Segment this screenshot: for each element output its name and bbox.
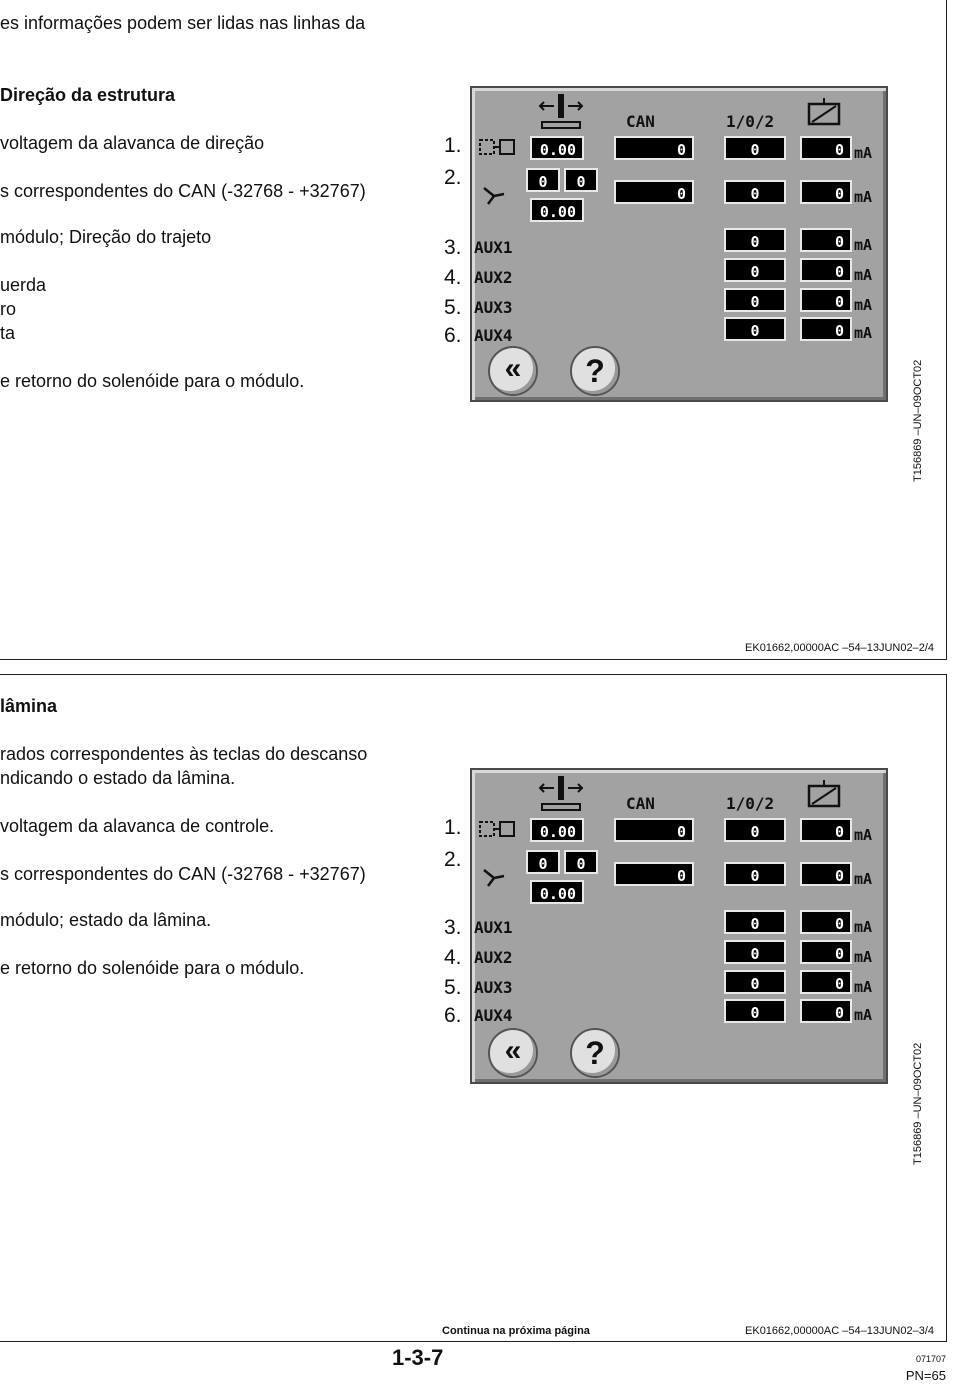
io-value: 0 (724, 136, 786, 160)
doc-code: 071707 (915, 1354, 946, 1364)
unit-ma: mA (854, 826, 873, 844)
unit-ma: mA (854, 978, 873, 996)
io-value: 0 (724, 317, 786, 341)
current-value: 0 (800, 970, 852, 994)
text-line: voltagem da alavanca de controle. (0, 816, 275, 836)
header-io: 1/0/2 (726, 794, 775, 813)
unit-ma: mA (854, 870, 873, 888)
unit-ma: mA (854, 296, 873, 314)
figure-caption: T156869 –UN–09OCT02 (912, 1042, 924, 1165)
row-number: 4. (444, 946, 462, 969)
current-value: 0 (800, 317, 852, 341)
help-button[interactable] (570, 1028, 620, 1078)
io-value: 0 (724, 228, 786, 252)
pn-number: PN=65 (905, 1368, 946, 1383)
unit-ma: mA (854, 236, 873, 254)
current-value: 0 (800, 288, 852, 312)
text-line: e retorno do solenóide para o módulo. (0, 371, 305, 391)
text-line: uerda (0, 275, 47, 295)
current-value: 0 (800, 910, 852, 934)
unit-ma: mA (854, 1006, 873, 1024)
aux-label: AUX2 (474, 948, 513, 967)
row-number: 4. (444, 266, 462, 289)
row-number: 1. (444, 134, 462, 157)
unit-ma: mA (854, 918, 873, 936)
io-value: 0 (724, 910, 786, 934)
key-state-a: 0 (526, 168, 560, 192)
can-value: 0 (614, 862, 694, 886)
aux-label: AUX4 (474, 326, 513, 345)
lever-icon (538, 774, 584, 814)
text-line: módulo; estado da lâmina. (0, 910, 212, 930)
key-state-b: 0 (564, 168, 598, 192)
help-icon: ? (585, 1035, 605, 1071)
diagnostic-panel (444, 86, 888, 402)
can-value: 0 (614, 136, 694, 160)
aux-label: AUX3 (474, 978, 513, 997)
back-button[interactable] (488, 346, 538, 396)
io-value: 0 (724, 862, 786, 886)
row-number: 3. (444, 236, 462, 259)
current-value: 0 (800, 862, 852, 886)
diagnostic-panel (444, 768, 888, 1084)
blade-icon (480, 184, 508, 208)
lever-voltage-value: 0.00 (530, 818, 584, 842)
continue-note: Continua na próxima página (442, 1325, 590, 1337)
unit-ma: mA (854, 948, 873, 966)
current-value: 0 (800, 940, 852, 964)
row-number: 1. (444, 816, 462, 839)
current-value: 0 (800, 136, 852, 160)
row-number: 5. (444, 976, 462, 999)
io-value: 0 (724, 999, 786, 1023)
text-line: s correspondentes do CAN (-32768 - +32767) (0, 864, 366, 884)
text-line: e retorno do solenóide para o módulo. (0, 958, 305, 978)
row-number: 6. (444, 1004, 462, 1027)
back-icon: « (504, 1034, 522, 1067)
text-line: s correspondentes do CAN (-32768 - +32767) (0, 181, 366, 201)
aux-label: AUX3 (474, 298, 513, 317)
current-value: 0 (800, 228, 852, 252)
solenoid-icon (806, 96, 842, 128)
io-value: 0 (724, 970, 786, 994)
frame-steer-icon (476, 132, 520, 162)
row-number: 5. (444, 296, 462, 319)
text-line: rados correspondentes às teclas do descanso (0, 744, 368, 764)
can-value: 0 (614, 818, 694, 842)
help-icon: ? (585, 353, 605, 389)
row-number: 2. (444, 848, 462, 871)
row-number: 3. (444, 916, 462, 939)
help-button[interactable] (570, 346, 620, 396)
header-io: 1/0/2 (726, 112, 775, 131)
reference-code: EK01662,00000AC –54–13JUN02–3/4 (745, 1325, 934, 1337)
io-value: 0 (724, 288, 786, 312)
aux-label: AUX4 (474, 1006, 513, 1025)
key-state-b: 0 (564, 850, 598, 874)
aux-label: AUX2 (474, 268, 513, 287)
text-line: ta (0, 323, 16, 343)
io-value: 0 (724, 258, 786, 282)
can-value: 0 (614, 180, 694, 204)
text-line: es informações podem ser lidas nas linhas da (0, 13, 366, 33)
header-can: CAN (626, 794, 655, 813)
section-heading: Direção da estrutura (0, 85, 176, 105)
aux-label: AUX1 (474, 238, 513, 257)
unit-ma: mA (854, 144, 873, 162)
page-number: 1-3-7 (392, 1345, 444, 1370)
text-line: módulo; Direção do trajeto (0, 227, 212, 247)
header-can: CAN (626, 112, 655, 131)
current-value: 0 (800, 258, 852, 282)
row-number: 6. (444, 324, 462, 347)
figure-caption: T156869 –UN–09OCT02 (912, 359, 924, 482)
current-value: 0 (800, 999, 852, 1023)
text-line: ro (0, 299, 17, 319)
current-value: 0 (800, 180, 852, 204)
blade-icon (480, 866, 508, 890)
reference-code: EK01662,00000AC –54–13JUN02–2/4 (745, 642, 934, 654)
text-line: voltagem da alavanca de direção (0, 133, 265, 153)
lever-voltage-value: 0.00 (530, 198, 584, 222)
unit-ma: mA (854, 324, 873, 342)
io-value: 0 (724, 180, 786, 204)
solenoid-icon (806, 778, 842, 810)
row-number: 2. (444, 166, 462, 189)
back-button[interactable] (488, 1028, 538, 1078)
back-icon: « (504, 352, 522, 385)
section-heading: lâmina (0, 696, 58, 716)
unit-ma: mA (854, 188, 873, 206)
io-value: 0 (724, 818, 786, 842)
lever-voltage-value: 0.00 (530, 880, 584, 904)
frame-steer-icon (476, 814, 520, 844)
aux-label: AUX1 (474, 918, 513, 937)
io-value: 0 (724, 940, 786, 964)
unit-ma: mA (854, 266, 873, 284)
current-value: 0 (800, 818, 852, 842)
lever-icon (538, 92, 584, 132)
text-line: ndicando o estado da lâmina. (0, 768, 236, 788)
key-state-a: 0 (526, 850, 560, 874)
lever-voltage-value: 0.00 (530, 136, 584, 160)
